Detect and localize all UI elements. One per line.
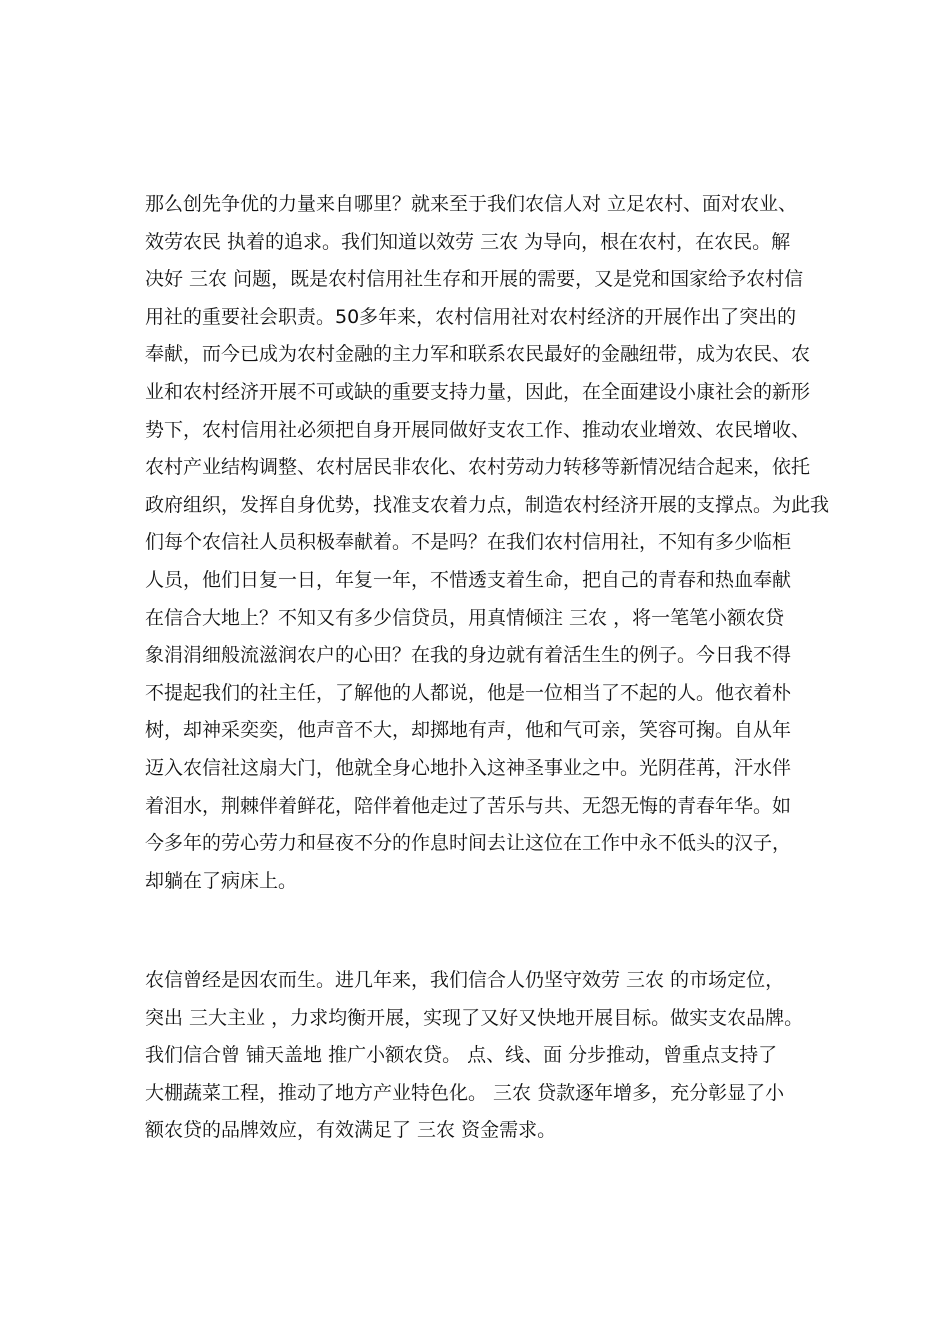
text-line: 突出 三大主业 ，力求均衡开展，实现了又好又快地开展目标。做实支农品牌。 — [145, 1006, 804, 1029]
text-line: 奉献，而今已成为农村金融的主力军和联系农民最好的金融纽带，成为农民、农 — [145, 343, 811, 366]
text-line: 却躺在了病床上。 — [145, 869, 298, 892]
text-line: 势下，农村信用社必须把自身开展同做好支农工作、推动农业增效、农民增收、 — [145, 418, 811, 441]
text-line: 我们信合曾 铺天盖地 推广小额农贷。 点、线、面 分步推动，曾重点支持了 — [145, 1044, 778, 1067]
text-line: 树，却神采奕奕，他声音不大，却掷地有声，他和气可亲，笑容可掬。自从年 — [145, 719, 792, 742]
text-line: 着泪水，荆棘伴着鲜花，陪伴着他走过了苦乐与共、无怨无悔的青春年华。如 — [145, 794, 792, 817]
text-line: 政府组织，发挥自身优势，找准支农着力点，制造农村经济开展的支撑点。为此我 — [145, 493, 830, 516]
text-line: 那么创先争优的力量来自哪里？就来至于我们农信人对 立足农村、面对农业、 — [145, 193, 798, 215]
text-line: 额农贷的品牌效应，有效满足了 三农 资金需求。 — [145, 1119, 557, 1142]
text-line: 今多年的劳心劳力和昼夜不分的作息时间去让这位在工作中永不低头的汉子， — [145, 832, 792, 855]
text-line: 象涓涓细般流滋润农户的心田？在我的身边就有着活生生的例子。今日我不得 — [145, 644, 792, 667]
text-line: 决好 三农 问题，既是农村信用社生存和开展的需要，又是党和国家给予农村信 — [145, 268, 804, 291]
text-line: 用社的重要社会职责。50多年来，农村信用社对农村经济的开展作出了突出的 — [145, 305, 797, 328]
paragraph-2 — [145, 962, 835, 1150]
text-line: 农村产业结构调整、农村居民非农化、农村劳动力转移等新情况结合起来，依托 — [145, 456, 811, 479]
text-line: 大棚蔬菜工程，推动了地方产业特色化。 三农 贷款逐年增多，充分彰显了小 — [145, 1081, 785, 1104]
text-line: 在信合大地上？不知又有多少信贷员，用真情倾注 三农 ，将一笔笔小额农贷 — [145, 606, 785, 629]
text-line: 不提起我们的社主任，了解他的人都说，他是一位相当了不起的人。他衣着朴 — [145, 681, 792, 704]
text-line: 人员，他们日复一日，年复一年，不惜透支着生命，把自己的青春和热血奉献 — [145, 568, 792, 591]
text-line: 农信曾经是因农而生。进几年来，我们信合人仍坚守效劳 三农 的市场定位， — [145, 969, 785, 991]
paragraph-1 — [145, 186, 835, 900]
text-line: 迈入农信社这扇大门，他就全身心地扑入这神圣事业之中。光阴荏苒，汗水伴 — [145, 756, 792, 779]
text-line: 们每个农信社人员积极奉献着。不是吗？在我们农村信用社，不知有多少临柜 — [145, 531, 792, 554]
text-line: 效劳农民 执着的追求。我们知道以效劳 三农 为导向，根在农村，在农民。解 — [145, 230, 791, 253]
text-line: 业和农村经济开展不可或缺的重要支持力量，因此，在全面建设小康社会的新形 — [145, 380, 811, 403]
